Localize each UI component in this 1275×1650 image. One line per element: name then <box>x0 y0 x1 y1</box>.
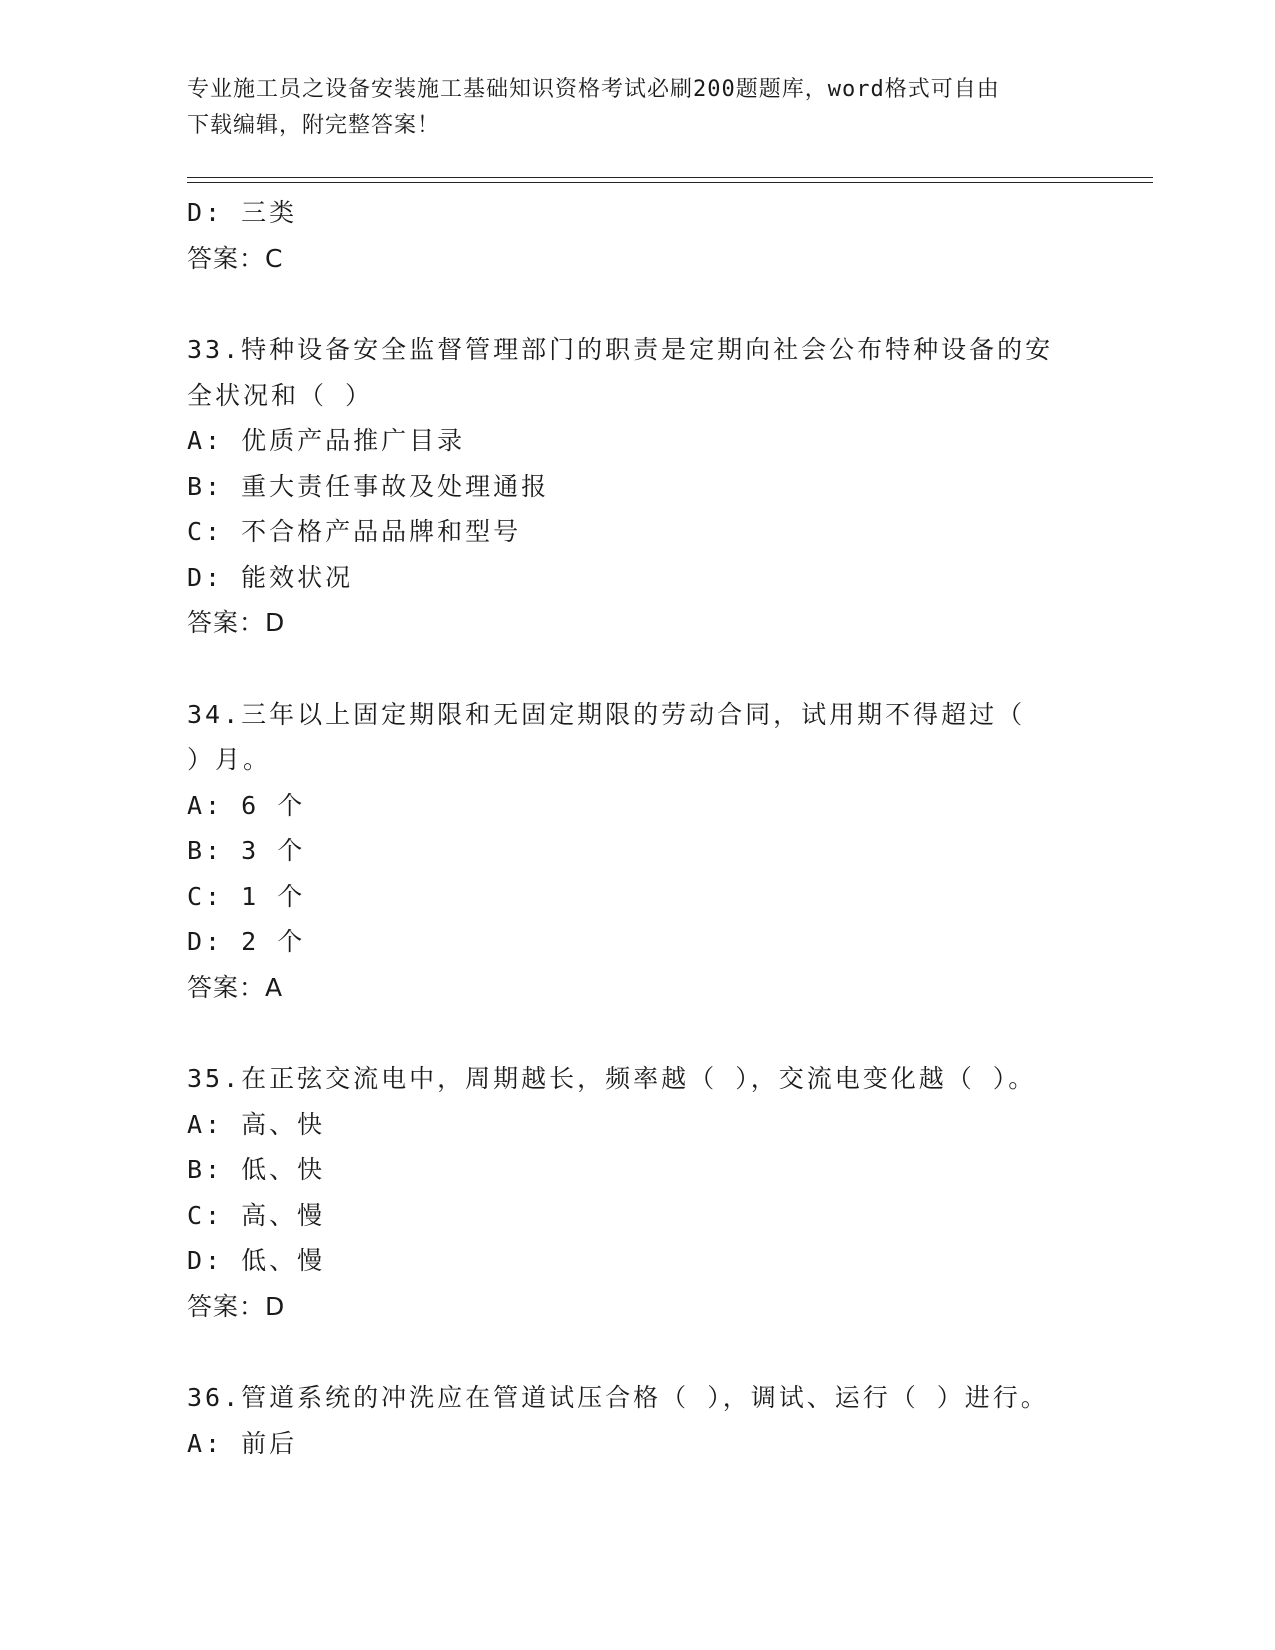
option-d: D: 低、慢 <box>187 1246 326 1275</box>
question-stem: 36.管道系统的冲洗应在管道试压合格（ ），调试、运行（ ）进行。 <box>187 1383 1049 1412</box>
question-34 <box>187 692 1087 1011</box>
option-a: A: 前后 <box>187 1428 298 1458</box>
option-d: D: 三类 <box>187 198 298 227</box>
option-a: A: 高、快 <box>187 1109 326 1139</box>
spacer <box>187 1010 1087 1056</box>
question-stem: 33.特种设备安全监督管理部门的职责是定期向社会公布特种设备的安 <box>187 335 1054 364</box>
header-divider-bottom <box>187 182 1153 183</box>
question-stem-continued: ）月。 <box>187 745 272 774</box>
option-c: C: 高、慢 <box>187 1200 326 1230</box>
question-33 <box>187 327 1087 646</box>
previous-question-tail <box>187 190 1087 281</box>
option-b: B: 3 个 <box>187 836 306 865</box>
question-36 <box>187 1375 1087 1466</box>
option-a: A: 6 个 <box>187 790 306 820</box>
header-line-1: 专业施工员之设备安装施工基础知识资格考试必刷200题题库，word格式可自由 <box>187 77 1000 102</box>
question-stem: 34.三年以上固定期限和无固定期限的劳动合同，试用期不得超过（ <box>187 699 1026 729</box>
answer: 答案：C <box>187 243 284 273</box>
spacer <box>187 1329 1087 1375</box>
option-d: D: 能效状况 <box>187 562 354 592</box>
option-d: D: 2 个 <box>187 927 306 956</box>
question-35 <box>187 1056 1087 1329</box>
option-b: B: 低、快 <box>187 1155 326 1184</box>
answer: 答案：D <box>187 1291 286 1321</box>
header-divider-top <box>187 177 1153 178</box>
option-c: C: 1 个 <box>187 881 306 911</box>
question-stem: 35.在正弦交流电中，周期越长，频率越（ ），交流电变化越（ ）。 <box>187 1064 1037 1093</box>
option-b: B: 重大责任事故及处理通报 <box>187 471 550 501</box>
question-list <box>187 190 1087 1466</box>
option-a: A: 优质产品推广目录 <box>187 426 466 455</box>
spacer <box>187 646 1087 692</box>
answer: 答案：D <box>187 608 286 637</box>
spacer <box>187 281 1087 327</box>
header-line-2: 下载编辑，附完整答案！ <box>187 113 441 138</box>
option-c: C: 不合格产品品牌和型号 <box>187 517 522 546</box>
question-stem-continued: 全状况和（ ） <box>187 380 374 410</box>
answer: 答案：A <box>187 972 284 1002</box>
document-header <box>187 72 1067 144</box>
